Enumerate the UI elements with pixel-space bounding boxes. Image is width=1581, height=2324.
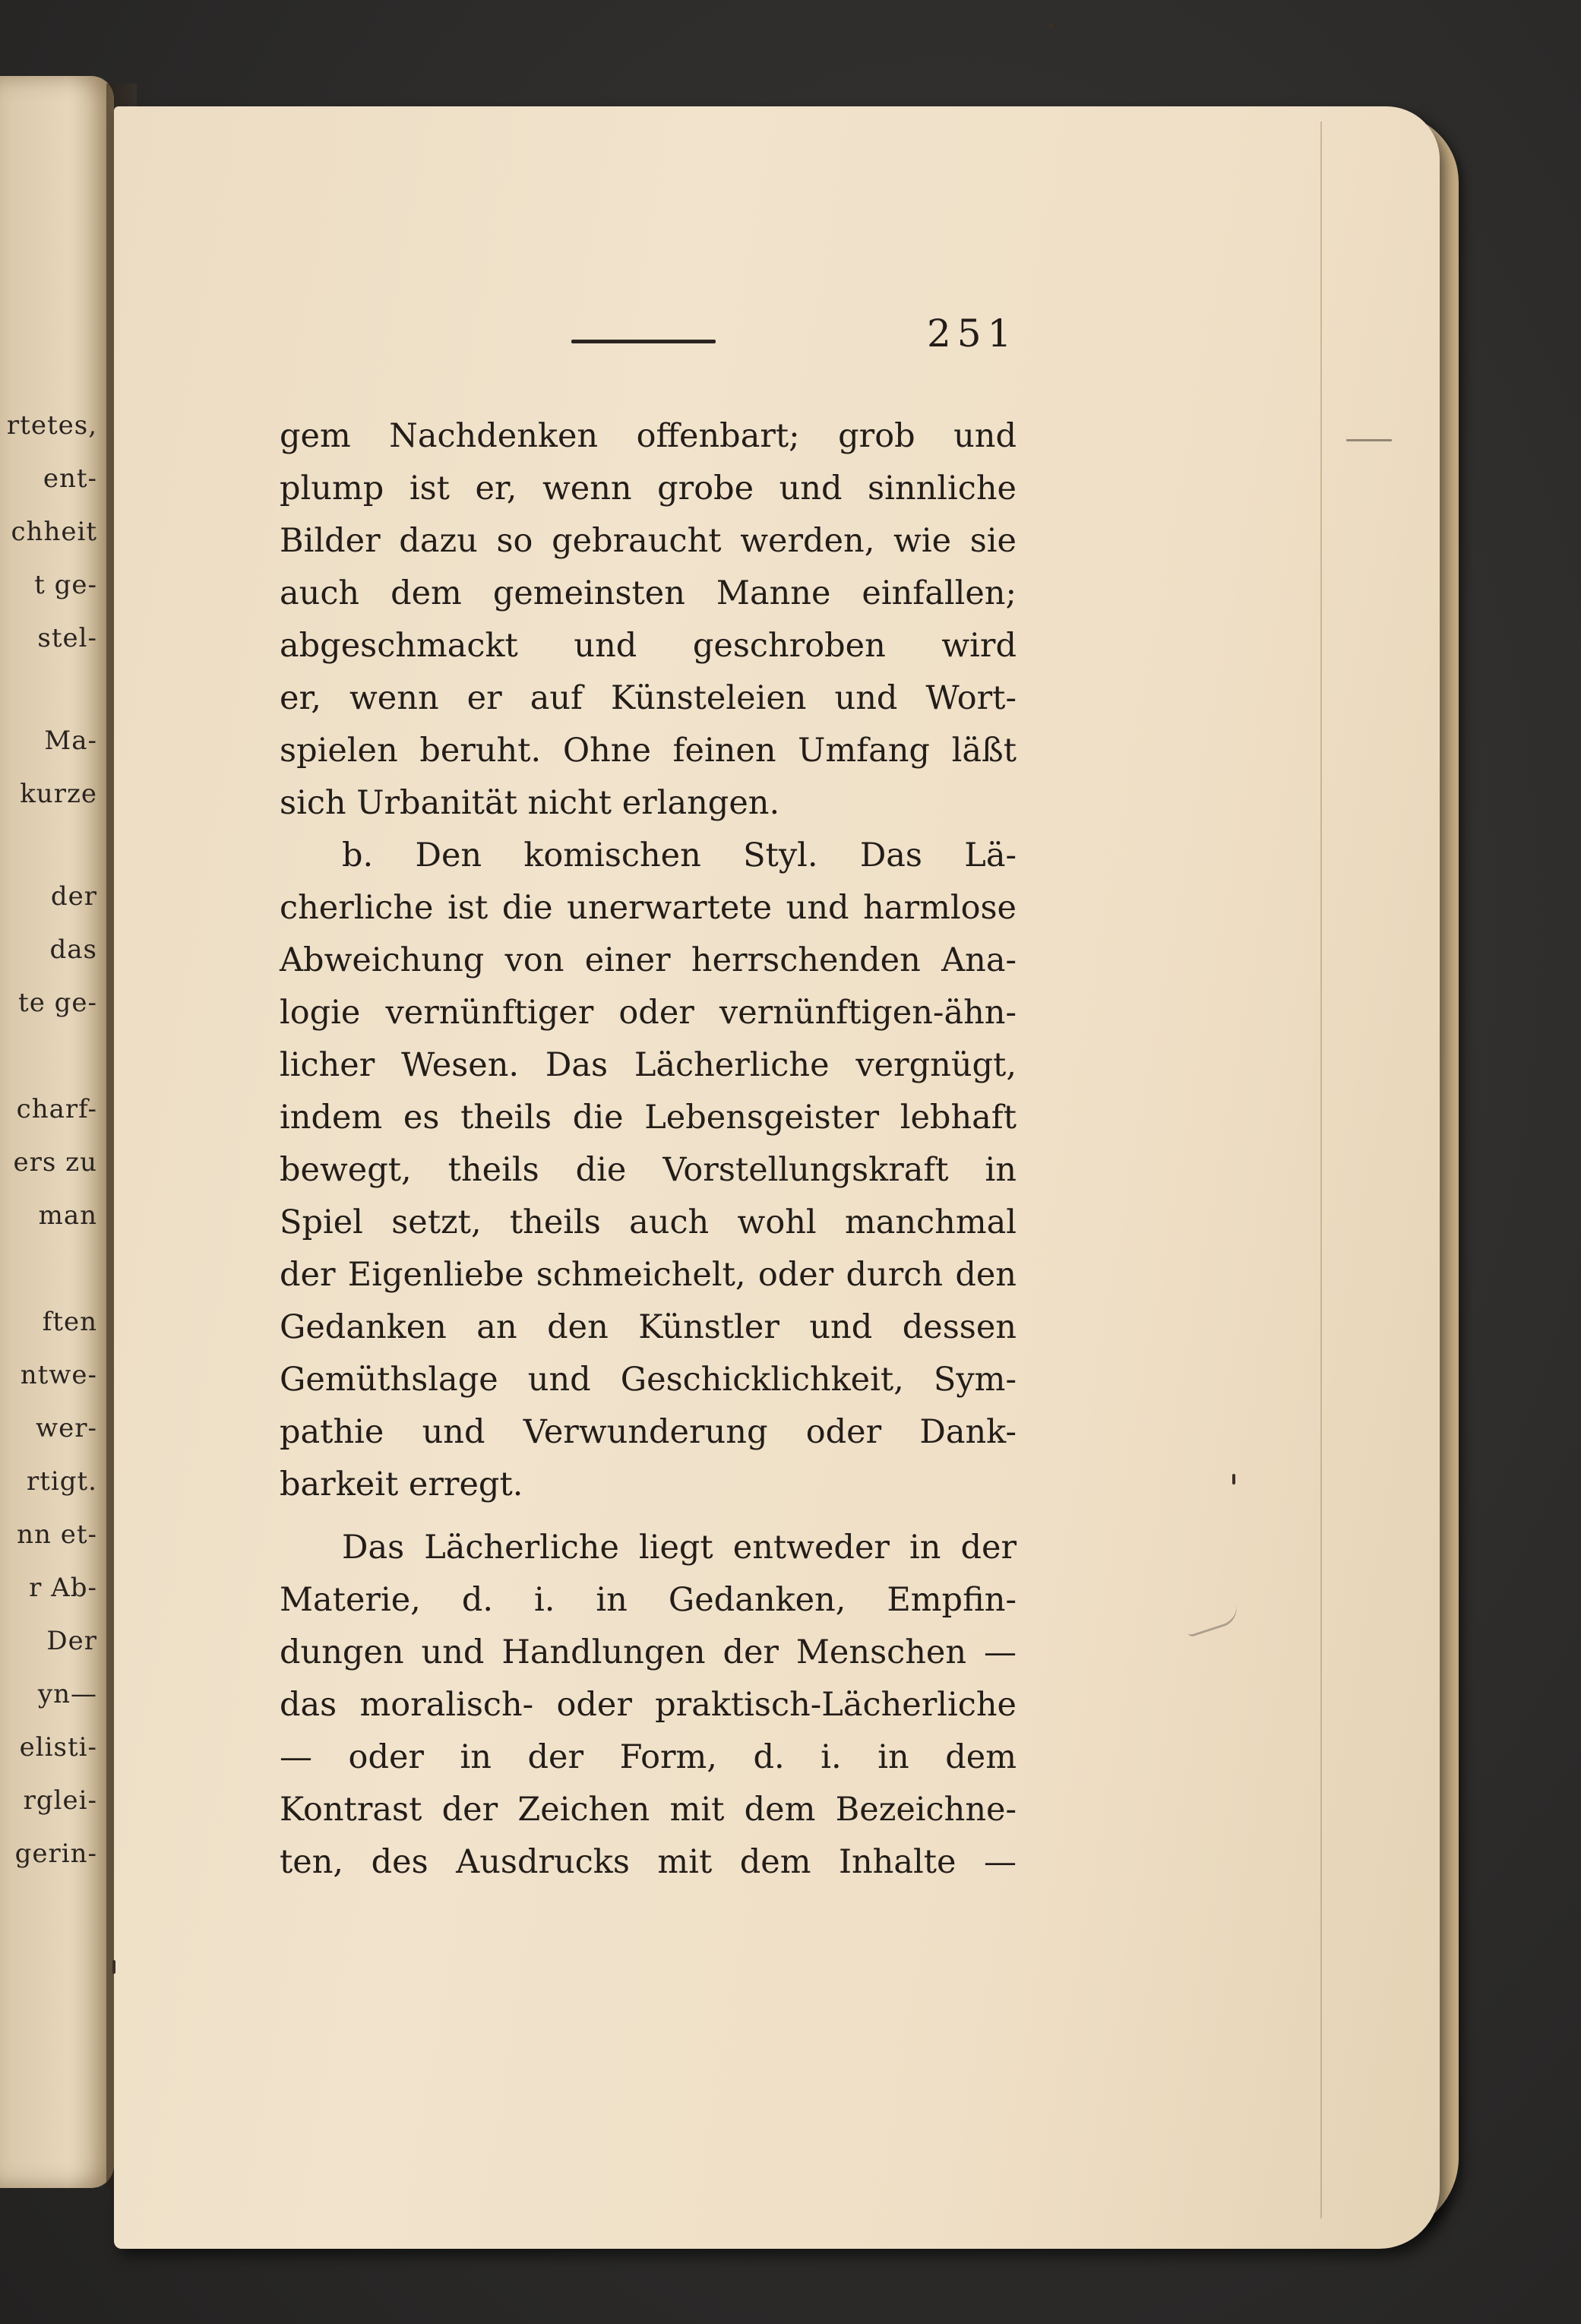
text-line: Das Lächerliche liegt entweder in der — [342, 1529, 1017, 1567]
left-page-fragment: Der — [46, 1626, 97, 1656]
header-rule — [571, 340, 716, 343]
left-page-fragment: t ge- — [34, 570, 97, 600]
text-line: auch dem gemeinsten Manne einfallen; — [280, 574, 1017, 612]
left-page-fragment: gerin- — [14, 1839, 97, 1869]
text-line: das moralisch- oder praktisch-Lächerliche — [280, 1686, 1017, 1724]
text-line: Materie, d. i. in Gedanken, Empfin- — [280, 1581, 1017, 1619]
left-facing-page — [0, 76, 114, 2188]
text-line: sich Urbanität nicht erlangen. — [280, 784, 780, 822]
left-page-fragment: der — [50, 881, 97, 912]
paper-speck — [1346, 439, 1392, 441]
text-line: Abweichung von einer herrschenden Ana- — [280, 941, 1017, 979]
left-page-fragment: elisti- — [19, 1732, 97, 1763]
text-line: dungen und Handlungen der Menschen — — [280, 1633, 1017, 1671]
body-text — [280, 410, 1017, 1889]
paper-speck — [1232, 1474, 1235, 1485]
text-line: Bilder dazu so gebraucht werden, wie sie — [280, 522, 1017, 560]
left-page-fragment: wer- — [36, 1413, 97, 1443]
left-page-fragment: rglei- — [23, 1785, 97, 1816]
text-line: — oder in der Form, d. i. in dem — [280, 1738, 1017, 1776]
paper-speck — [1048, 23, 1054, 28]
left-page-fragment: rtetes, — [6, 410, 97, 441]
left-page-fragment: nn et- — [17, 1519, 97, 1550]
text-line: logie vernünftiger oder vernünftigen-ähn- — [280, 994, 1017, 1032]
left-page-fragment: man — [38, 1200, 97, 1231]
text-line: gem Nachdenken offenbart; grob und — [280, 417, 1017, 455]
text-line: abgeschmackt und geschroben wird — [280, 627, 1017, 665]
left-page-fragment: ers zu — [13, 1147, 97, 1178]
left-page-fragment: Ma- — [44, 726, 97, 756]
left-page-fragment: charf- — [16, 1094, 97, 1124]
page-edge-line — [1320, 122, 1322, 2218]
left-page-fragment: kurze — [20, 779, 97, 809]
left-page-fragment: te ge- — [18, 988, 97, 1018]
text-line: licher Wesen. Das Lächerliche vergnügt, — [280, 1046, 1017, 1084]
page-number: 251 — [927, 311, 1018, 356]
paper-speck — [112, 1960, 115, 1974]
left-page-fragment: ften — [42, 1307, 97, 1337]
text-line: Kontrast der Zeichen mit dem Bezeichne- — [280, 1791, 1017, 1829]
text-line: er, wenn er auf Künsteleien und Wort- — [280, 679, 1017, 717]
left-page-fragment: stel- — [37, 623, 97, 653]
left-page-fragment: ntwe- — [20, 1360, 97, 1390]
text-line: pathie und Verwunderung oder Dank- — [280, 1413, 1017, 1451]
left-page-fragment: rtigt. — [26, 1466, 97, 1497]
text-line: barkeit erregt. — [280, 1466, 523, 1503]
text-line: b. Den komischen Styl. Das Lä- — [342, 836, 1017, 874]
text-line: Spiel setzt, theils auch wohl manchmal — [280, 1203, 1017, 1241]
text-line: cherliche ist die unerwartete und harmlose — [280, 889, 1017, 927]
left-page-fragment: r Ab- — [29, 1573, 97, 1603]
left-page-fragment: chheit — [11, 517, 97, 547]
text-line: ten, des Ausdrucks mit dem Inhalte — — [280, 1843, 1017, 1881]
text-line: indem es theils die Lebensgeister lebhaft — [280, 1099, 1017, 1137]
text-line: spielen beruht. Ohne feinen Umfang läßt — [280, 732, 1017, 770]
left-page-fragment: das — [49, 934, 97, 965]
text-line: bewegt, theils die Vorstellungskraft in — [280, 1151, 1017, 1189]
text-line: plump ist er, wenn grobe und sinnliche — [280, 470, 1017, 507]
text-line: Gemüthslage und Geschicklichkeit, Sym- — [280, 1361, 1017, 1399]
text-line: der Eigenliebe schmeichelt, oder durch den — [280, 1256, 1017, 1294]
left-page-fragment: yn— — [37, 1679, 97, 1709]
left-page-fragment: ent- — [43, 463, 97, 494]
text-line: Gedanken an den Künstler und dessen — [280, 1308, 1017, 1346]
